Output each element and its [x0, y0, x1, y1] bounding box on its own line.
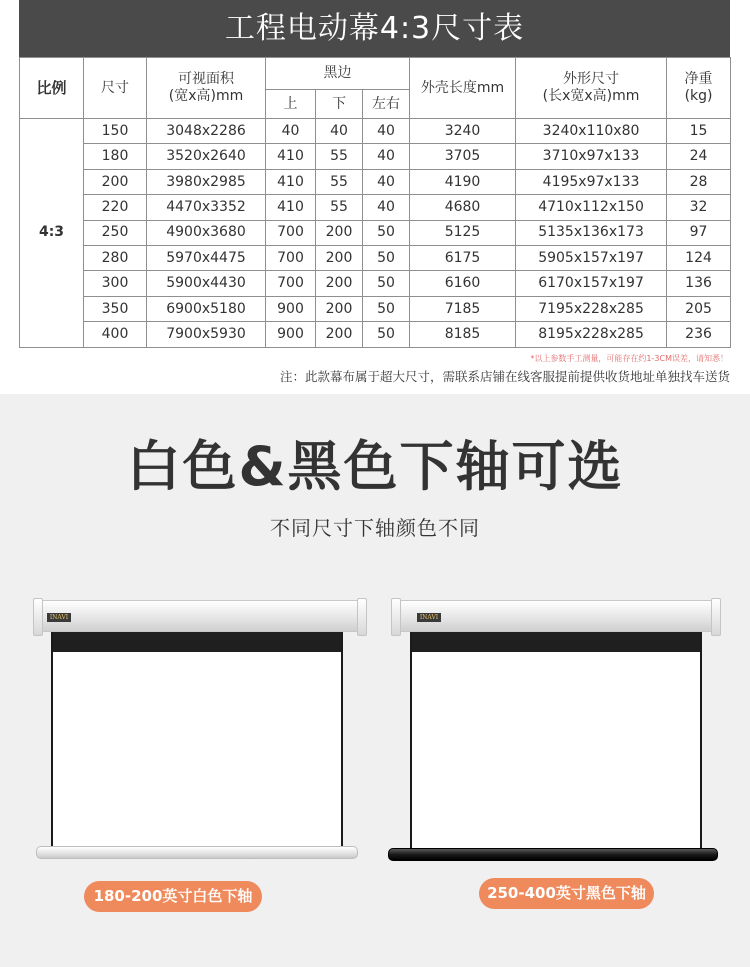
cell-area: 6900x5180	[147, 296, 266, 321]
cell-length: 4680	[410, 195, 516, 220]
cell-top: 900	[266, 296, 316, 321]
housing-end-cap-right	[711, 598, 721, 636]
screen-white-rod-image	[36, 600, 364, 860]
cell-sides: 40	[363, 169, 410, 194]
measurement-note: *以上参数手工测量，可能存在约1-3CM误差，请知悉！	[530, 354, 728, 363]
screen-black-rod-image	[394, 600, 718, 862]
header-weight-line1: 净重	[684, 71, 713, 88]
header-dimensions	[516, 58, 667, 119]
cell-top: 410	[266, 144, 316, 169]
page-title: 工程电动幕4:3尺寸表	[19, 0, 730, 57]
section-subtitle: 不同尺寸下轴颜色不同	[270, 516, 480, 540]
header-border-bottom: 下	[316, 90, 363, 119]
cell-bottom: 55	[316, 144, 363, 169]
cell-weight: 28	[667, 169, 731, 194]
table-row	[20, 220, 731, 245]
cell-length: 4190	[410, 169, 516, 194]
cell-length: 6160	[410, 271, 516, 296]
cell-bottom: 55	[316, 195, 363, 220]
screen-cloth	[51, 632, 343, 848]
section-title: 白色&黑色下轴可选	[126, 435, 624, 498]
cell-length: 6175	[410, 245, 516, 270]
spec-section	[0, 0, 750, 394]
ratio-cell: 4:3	[20, 119, 84, 348]
cell-dims: 5905x157x197	[516, 245, 667, 270]
cell-bottom: 200	[316, 296, 363, 321]
cell-weight: 136	[667, 271, 731, 296]
bottom-rod-black	[388, 848, 718, 861]
cell-top: 410	[266, 169, 316, 194]
cell-length: 3240	[410, 119, 516, 144]
cell-top: 410	[266, 195, 316, 220]
cell-size: 200	[84, 169, 147, 194]
rod-color-section	[0, 394, 750, 967]
white-rod-label: 180-200英寸白色下轴	[84, 881, 262, 912]
cell-weight: 24	[667, 144, 731, 169]
cell-size: 180	[84, 144, 147, 169]
cell-length: 7185	[410, 296, 516, 321]
cell-bottom: 200	[316, 245, 363, 270]
cell-top: 700	[266, 245, 316, 270]
header-ratio: 比例	[20, 58, 84, 119]
cell-top: 700	[266, 220, 316, 245]
table-row	[20, 271, 731, 296]
cell-length: 3705	[410, 144, 516, 169]
header-housing-length: 外壳长度mm	[410, 58, 516, 119]
cell-area: 4900x3680	[147, 220, 266, 245]
table-row	[20, 144, 731, 169]
header-dimensions-line1: 外形尺寸	[563, 71, 620, 88]
cell-weight: 205	[667, 296, 731, 321]
cell-sides: 50	[363, 220, 410, 245]
spec-table	[19, 57, 731, 348]
screen-housing	[36, 600, 364, 632]
brand-logo: INAVI	[47, 613, 71, 622]
header-black-border: 黑边	[266, 58, 410, 90]
cell-sides: 50	[363, 245, 410, 270]
shipping-note: 注：此款幕布属于超大尺寸，需联系店铺在线客服提前提供收货地址单独找车送货	[279, 369, 730, 384]
screen-black-border	[412, 632, 700, 652]
brand-logo: INAVI	[417, 613, 441, 622]
cell-dims: 6170x157x197	[516, 271, 667, 296]
cell-dims: 7195x228x285	[516, 296, 667, 321]
cell-weight: 32	[667, 195, 731, 220]
cell-weight: 97	[667, 220, 731, 245]
table-row	[20, 169, 731, 194]
cell-area: 3520x2640	[147, 144, 266, 169]
header-weight-line2: (kg)	[684, 88, 713, 104]
cell-dims: 4710x112x150	[516, 195, 667, 220]
cell-size: 350	[84, 296, 147, 321]
cell-size: 250	[84, 220, 147, 245]
black-rod-label: 250-400英寸黑色下轴	[479, 878, 654, 909]
cell-length: 8185	[410, 322, 516, 347]
cell-bottom: 55	[316, 169, 363, 194]
header-border-top: 上	[266, 90, 316, 119]
cell-bottom: 200	[316, 322, 363, 347]
screen-black-border	[53, 632, 341, 652]
cell-size: 220	[84, 195, 147, 220]
cell-sides: 50	[363, 271, 410, 296]
cell-length: 5125	[410, 220, 516, 245]
cell-sides: 50	[363, 322, 410, 347]
housing-end-cap-left	[391, 598, 401, 636]
cell-area: 5900x4430	[147, 271, 266, 296]
table-row	[20, 245, 731, 270]
cell-dims: 5135x136x173	[516, 220, 667, 245]
cell-top: 700	[266, 271, 316, 296]
cell-weight: 236	[667, 322, 731, 347]
bottom-rod-white	[36, 846, 358, 859]
cell-size: 150	[84, 119, 147, 144]
cell-bottom: 40	[316, 119, 363, 144]
cell-dims: 3240x110x80	[516, 119, 667, 144]
cell-size: 300	[84, 271, 147, 296]
cell-weight: 124	[667, 245, 731, 270]
cell-area: 4470x3352	[147, 195, 266, 220]
table-row	[20, 296, 731, 321]
cell-area: 7900x5930	[147, 322, 266, 347]
cell-size: 280	[84, 245, 147, 270]
cell-sides: 40	[363, 195, 410, 220]
cell-bottom: 200	[316, 271, 363, 296]
header-visible-area	[147, 58, 266, 119]
cell-area: 3980x2985	[147, 169, 266, 194]
header-dimensions-line2: (长x宽x高)mm	[542, 88, 640, 104]
table-row	[20, 322, 731, 347]
cell-weight: 15	[667, 119, 731, 144]
cell-dims: 8195x228x285	[516, 322, 667, 347]
cell-sides: 40	[363, 119, 410, 144]
cell-top: 40	[266, 119, 316, 144]
cell-area: 5970x4475	[147, 245, 266, 270]
cell-sides: 40	[363, 144, 410, 169]
header-weight	[667, 58, 731, 119]
screen-cloth	[410, 632, 702, 850]
header-size: 尺寸	[84, 58, 147, 119]
housing-end-cap-left	[33, 598, 43, 636]
header-border-sides: 左右	[363, 90, 410, 119]
cell-bottom: 200	[316, 220, 363, 245]
header-visible-area-line1: 可视面积	[178, 71, 234, 88]
cell-size: 400	[84, 322, 147, 347]
housing-end-cap-right	[357, 598, 367, 636]
table-row	[20, 195, 731, 220]
cell-sides: 50	[363, 296, 410, 321]
table-row	[20, 119, 731, 144]
screen-housing	[394, 600, 718, 632]
header-visible-area-line2: (宽x高)mm	[168, 88, 244, 104]
cell-dims: 4195x97x133	[516, 169, 667, 194]
cell-area: 3048x2286	[147, 119, 266, 144]
cell-top: 900	[266, 322, 316, 347]
cell-dims: 3710x97x133	[516, 144, 667, 169]
